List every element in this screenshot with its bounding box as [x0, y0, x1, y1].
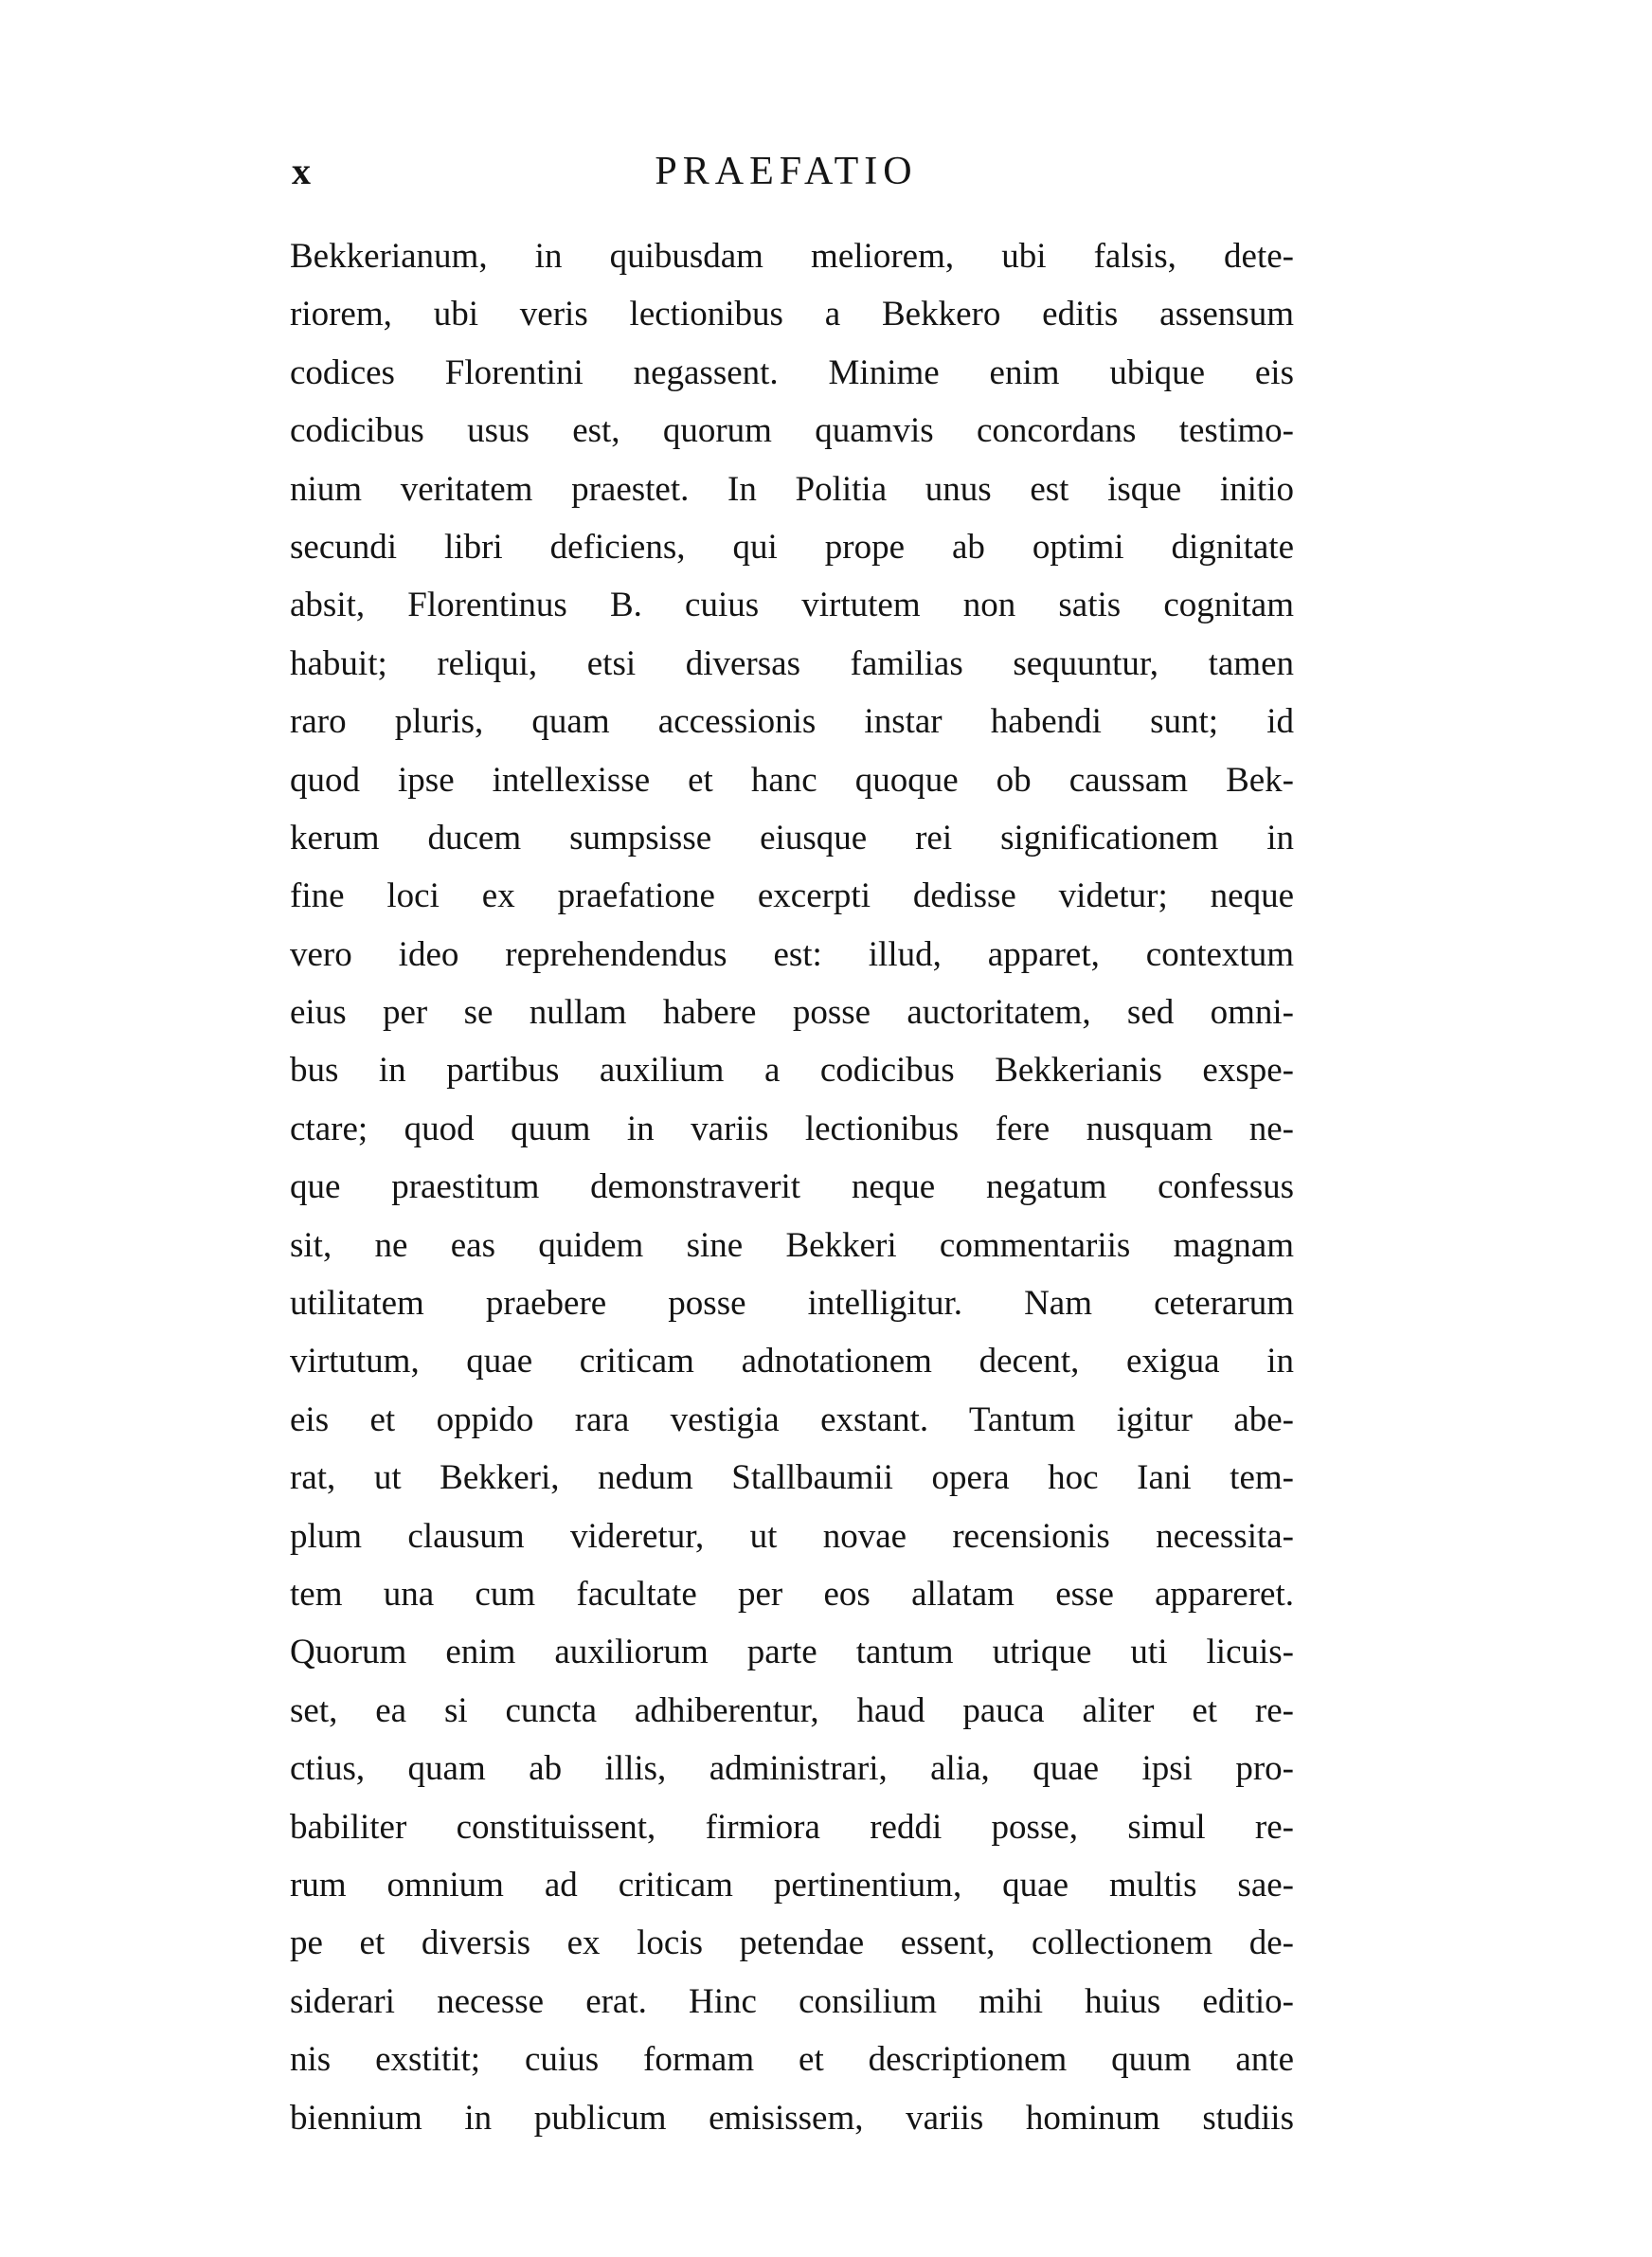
page-header — [284, 142, 1288, 201]
text-line: raro pluris, quam accessionis instar habendi sunt; id — [290, 702, 1294, 742]
text-line: quod ipse intellexisse et hanc quoque ob caussam Bek- — [290, 760, 1294, 800]
text-line: vero ideo reprehendendus est: illud, apparet, contextum — [290, 934, 1294, 974]
text-line: virtutum, quae criticam adnotationem decent, exigua in — [290, 1342, 1294, 1381]
text-line: Quorum enim auxiliorum parte tantum utrique uti licuis- — [290, 1633, 1294, 1672]
text-line: eius per se nullam habere posse auctoritatem, sed omni- — [290, 993, 1294, 1033]
text-line: set, ea si cuncta adhiberentur, haud pauca aliter et re- — [290, 1690, 1294, 1730]
text-line: secundi libri deficiens, qui prope ab optimi dignitate — [290, 527, 1294, 567]
text-line: babiliter constituissent, firmiora reddi posse, simul re- — [290, 1807, 1294, 1847]
text-line: biennium in publicum emisissem, variis hominum studiis — [290, 2098, 1294, 2138]
text-line: habuit; reliqui, etsi diversas familias sequuntur, tamen — [290, 643, 1294, 683]
text-line: utilitatem praebere posse intelligitur. Nam ceterarum — [290, 1284, 1294, 1324]
text-line: eis et oppido rara vestigia exstant. Tantum igitur abe- — [290, 1399, 1294, 1439]
text-line: bus in partibus auxilium a codicibus Bekkerianis exspe- — [290, 1051, 1294, 1091]
text-line: Bekkerianum, in quibusdam meliorem, ubi falsis, dete- — [290, 237, 1294, 276]
text-line: codices Florentini negassent. Minime enim ubique eis — [290, 352, 1294, 392]
text-line: rum omnium ad criticam pertinentium, quae multis sae- — [290, 1865, 1294, 1905]
text-line: tem una cum facultate per eos allatam esse appareret. — [290, 1574, 1294, 1614]
page-number: x — [292, 150, 311, 192]
text-line: que praestitum demonstraverit neque negatum confessus — [290, 1167, 1294, 1207]
text-line: siderari necesse erat. Hinc consilium mihi huius editio- — [290, 1981, 1294, 2021]
text-line: riorem, ubi veris lectionibus a Bekkero editis assensum — [290, 295, 1294, 334]
text-line: plum clausum videretur, ut novae recensionis necessita- — [290, 1516, 1294, 1556]
text-line: pe et diversis ex locis petendae essent, collectionem de- — [290, 1923, 1294, 1963]
text-line: sit, ne eas quidem sine Bekkeri commentariis magnam — [290, 1225, 1294, 1265]
body-text — [290, 227, 1294, 2147]
text-line: fine loci ex praefatione excerpti dedisse videtur; neque — [290, 876, 1294, 916]
running-title: PRAEFATIO — [655, 150, 918, 193]
text-line: rat, ut Bekkeri, nedum Stallbaumii opera hoc Iani tem- — [290, 1458, 1294, 1498]
text-line: nium veritatem praestet. In Politia unus est isque initio — [290, 469, 1294, 509]
text-line: kerum ducem sumpsisse eiusque rei significationem in — [290, 818, 1294, 858]
text-line: codicibus usus est, quorum quamvis concordans testimo- — [290, 411, 1294, 451]
text-line: nis exstitit; cuius formam et descriptionem quum ante — [290, 2040, 1294, 2080]
text-line: ctius, quam ab illis, administrari, alia, quae ipsi pro- — [290, 1749, 1294, 1789]
text-line: ctare; quod quum in variis lectionibus fere nusquam ne- — [290, 1109, 1294, 1148]
text-line: absit, Florentinus B. cuius virtutem non satis cognitam — [290, 586, 1294, 625]
